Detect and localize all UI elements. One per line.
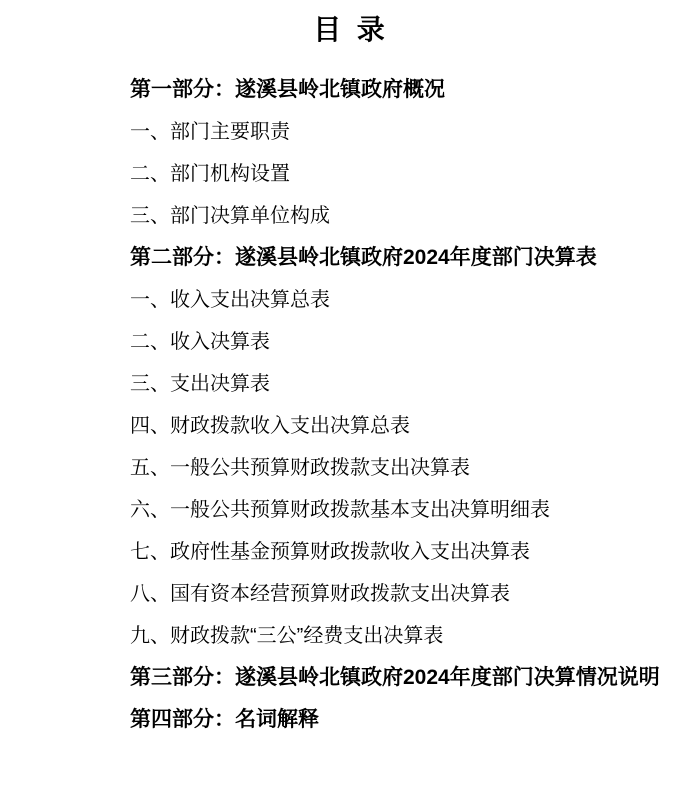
toc-item-2-4: 四、财政拨款收入支出决算总表 bbox=[130, 415, 410, 437]
toc-item-2-2: 二、收入决算表 bbox=[130, 331, 270, 353]
toc-item-2-5: 五、一般公共预算财政拨款支出决算表 bbox=[130, 457, 470, 479]
toc-heading-part1: 第一部分：遂溪县岭北镇政府概况 bbox=[130, 78, 445, 101]
toc-heading-part2: 第二部分：遂溪县岭北镇政府2024年度部门决算表 bbox=[130, 246, 597, 269]
toc-item-1-2: 二、部门机构设置 bbox=[130, 163, 290, 185]
toc-title: 目 录 bbox=[313, 14, 385, 45]
toc-item-1-1: 一、部门主要职责 bbox=[130, 121, 290, 143]
toc-item-2-9: 九、财政拨款“三公”经费支出决算表 bbox=[130, 625, 444, 647]
toc-heading-part3: 第三部分：遂溪县岭北镇政府2024年度部门决算情况说明 bbox=[130, 666, 660, 689]
toc-item-2-8: 八、国有资本经营预算财政拨款支出决算表 bbox=[130, 583, 510, 605]
toc-item-2-1: 一、收入支出决算总表 bbox=[130, 289, 330, 311]
toc-item-1-3: 三、部门决算单位构成 bbox=[130, 205, 330, 227]
toc-item-2-3: 三、支出决算表 bbox=[130, 373, 270, 395]
toc-list bbox=[0, 78, 698, 732]
toc-item-2-6: 六、一般公共预算财政拨款基本支出决算明细表 bbox=[130, 499, 550, 521]
toc-heading-part4: 第四部分：名词解释 bbox=[130, 708, 319, 731]
toc-item-2-7: 七、政府性基金预算财政拨款收入支出决算表 bbox=[130, 541, 530, 563]
